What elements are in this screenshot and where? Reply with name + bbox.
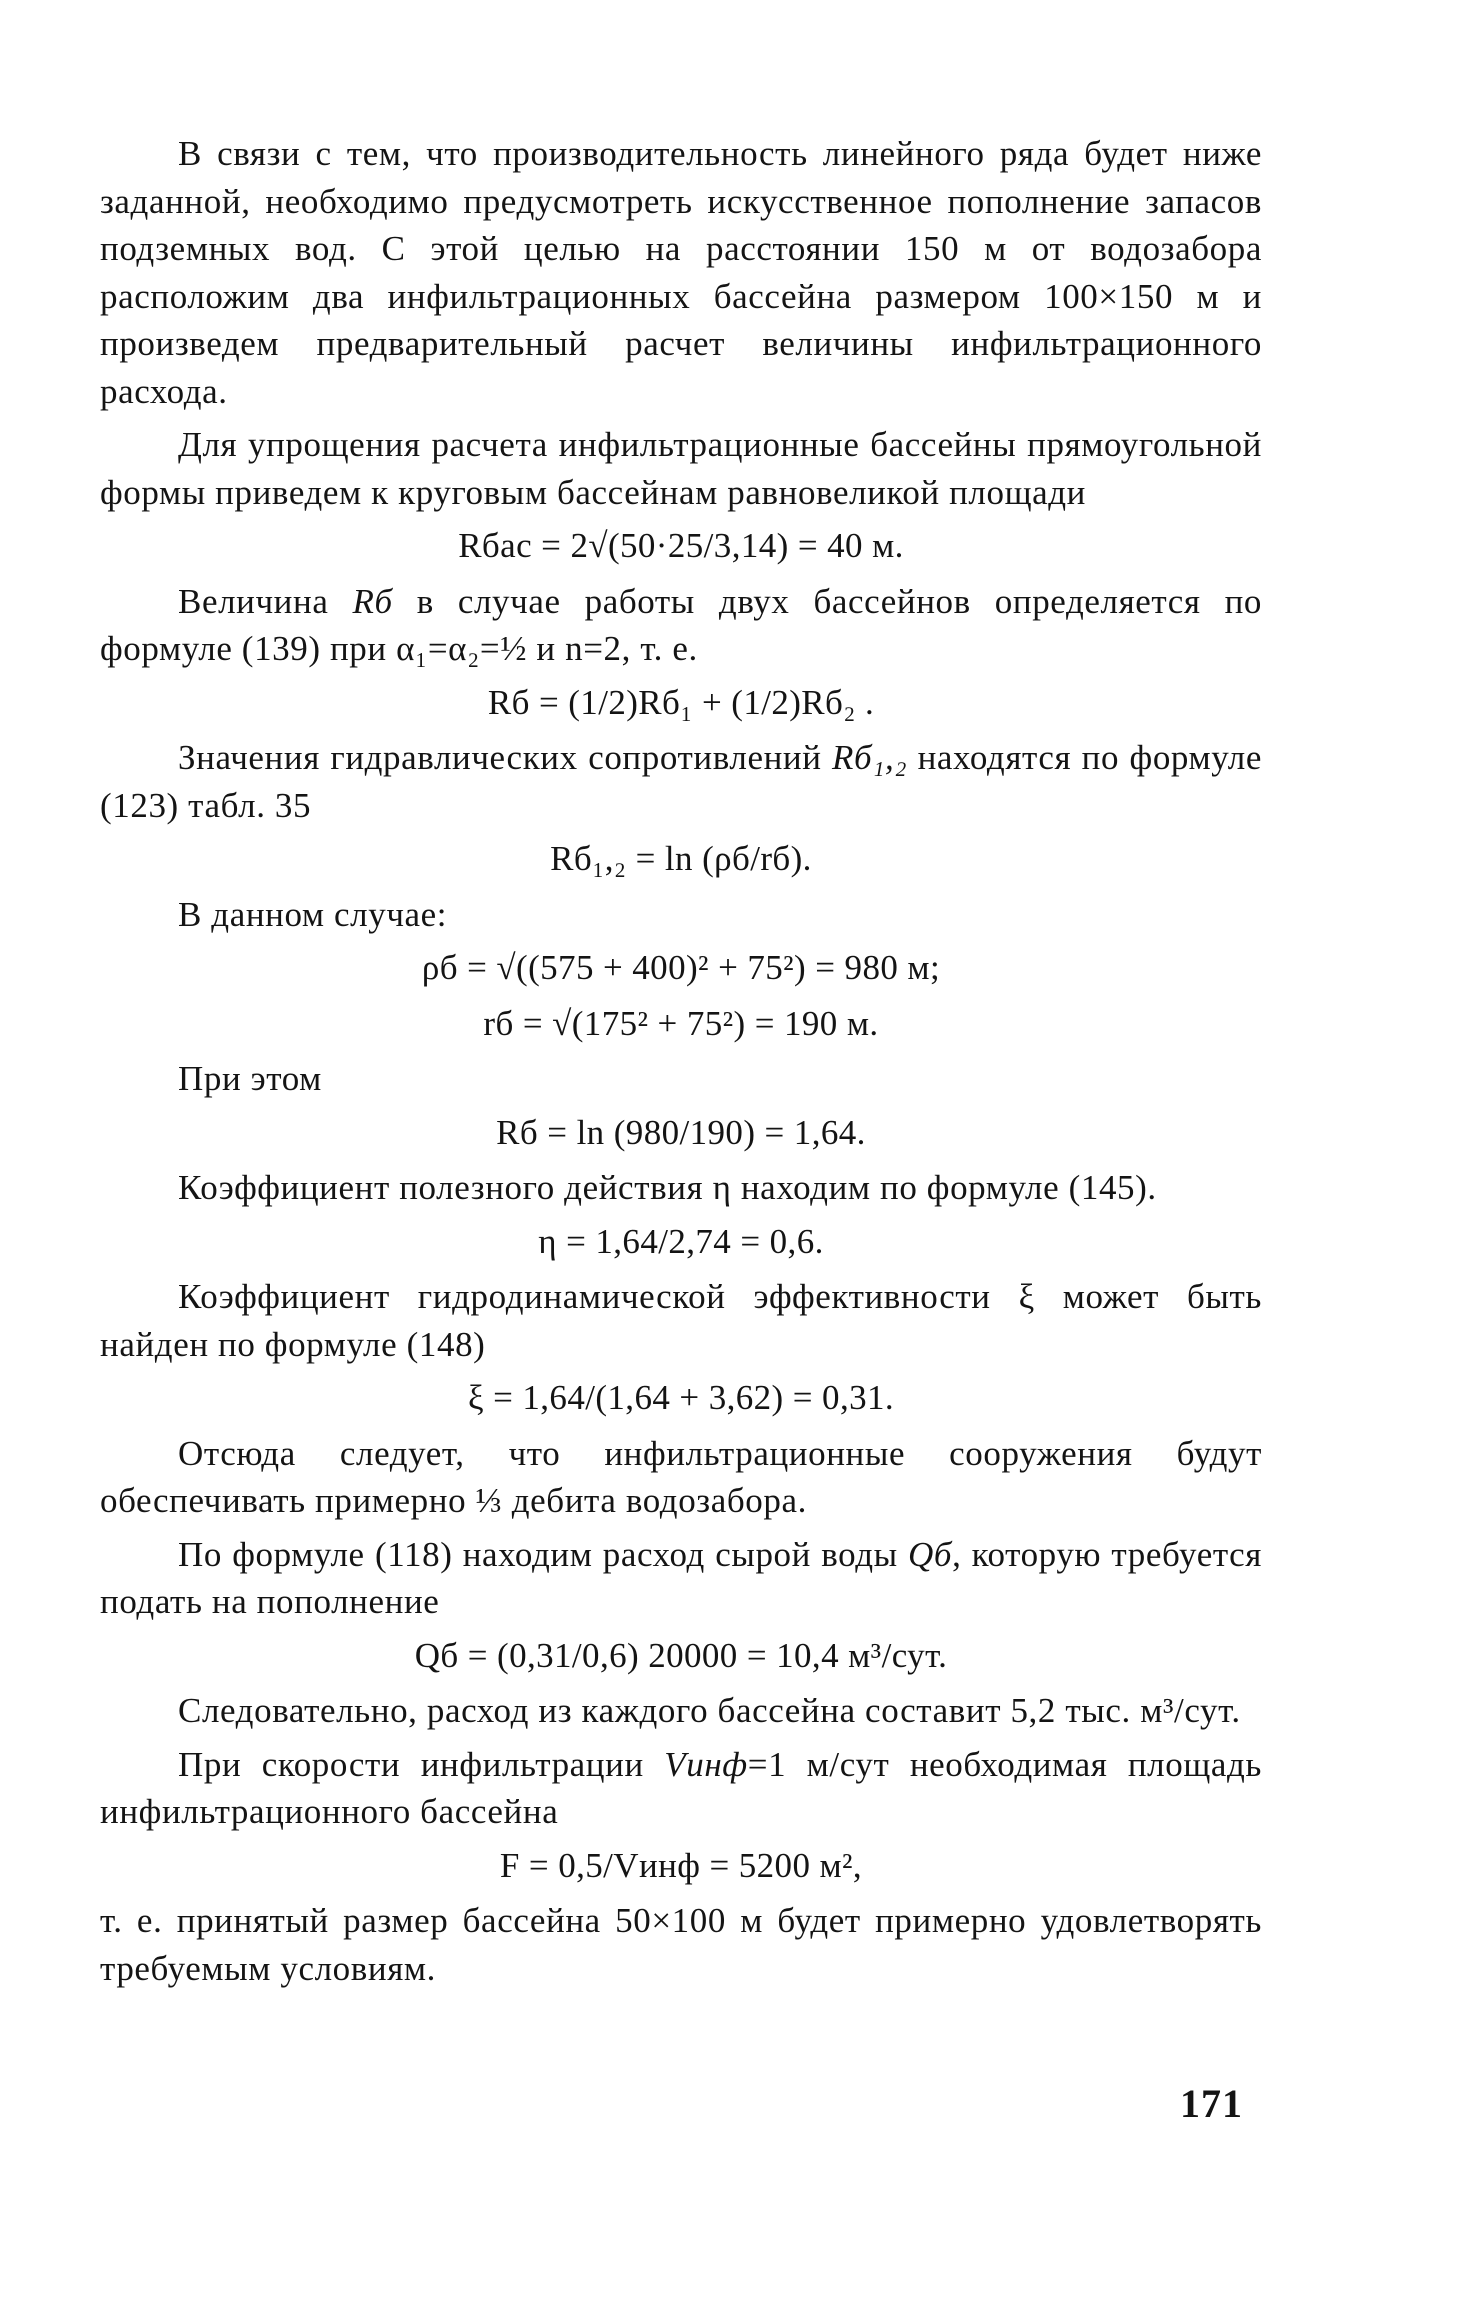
formula-area: F = 0,5/Vинф = 5200 м², <box>499 1845 863 1885</box>
paragraph-6: При этом <box>178 1059 322 1098</box>
paragraph-11: Следовательно, расход из каждого бассейна составит 5,2 тыс. м³/сут. <box>178 1691 1241 1730</box>
page-number: 171 <box>1180 2081 1243 2126</box>
paragraph-1: В связи с тем, что производительность линейного ряда будет ниже заданной, необходимо предусмотреть искусственное пополнение запасов подземных вод. С этой целью на расстоянии 150 м от водозабора расположим два инфильтрационных бассейна размером 100×150 м и произведем предварительный расчет величины инфильтрационного расхода. <box>100 134 1262 411</box>
paragraph-12: При скорости инфильтрации Vинф=1 м/сут необходимая площадь инфильтрационного бассейна <box>100 1744 1262 1831</box>
symbol-r-b: Rб <box>352 581 393 621</box>
formula-eta: η = 1,64/2,74 = 0,6. <box>538 1221 824 1261</box>
symbol-eta: η <box>712 1168 732 1207</box>
paragraph-9: Отсюда следует, что инфильтрационные сооружения будут обеспечивать примерно ⅓ дебита водозабора. <box>100 1433 1262 1520</box>
symbol-r-b12: Rб₁,₂ <box>832 738 908 777</box>
paragraph-7: Коэффициент полезного действия η находим по формуле (145). <box>178 1168 1157 1207</box>
formula-q-b: Qб = (0,31/0,6) 20000 = 10,4 м³/сут. <box>414 1635 948 1675</box>
formula-r-b12-ln: Rб₁,₂ = ln (ρб/rб). <box>550 839 812 878</box>
paragraph-10: По формуле (118) находим расход сырой воды Qб, которую требуется подать на пополнение <box>100 1534 1262 1621</box>
formula-r-b-value: Rб = ln (980/190) = 1,64. <box>496 1112 866 1152</box>
paragraph-13: т. е. принятый размер бассейна 50×100 м будет примерно удовлетворять требуемым условиям. <box>100 1901 1262 1988</box>
symbol-q-b: Qб <box>907 1534 953 1574</box>
paragraph-8: Коэффициент гидродинамической эффективности ξ может быть найден по формуле (148) <box>100 1277 1262 1364</box>
paragraph-3: Величина Rб в случае работы двух бассейнов определяется по формуле (139) при α₁=α₂=½ и n=2, т. е. <box>100 581 1263 668</box>
formula-r-bas: Rбас = 2√(50·25/3,14) = 40 м. <box>458 526 904 565</box>
text-column <box>100 130 1262 1998</box>
paragraph-4: Значения гидравлических сопротивлений Rб₁,₂ находятся по формуле (123) табл. 35 <box>100 738 1262 825</box>
formula-rho-b: ρб = √((575 + 400)² + 75²) = 980 м; <box>421 948 941 987</box>
formula-xi: ξ = 1,64/(1,64 + 3,62) = 0,31. <box>467 1378 895 1417</box>
symbol-xi: ξ <box>1018 1277 1035 1316</box>
symbol-v-inf: Vинф <box>664 1744 748 1784</box>
paragraph-2: Для упрощения расчета инфильтрационные бассейны прямоугольной формы приведем к круговым бассейнам равновеликой площади <box>100 425 1262 512</box>
paragraph-5: В данном случае: <box>178 894 448 934</box>
formula-r-b-sum: Rб = (1/2)Rб₁ + (1/2)Rб₂ . <box>487 682 875 722</box>
formula-r-small-b: rб = √(175² + 75²) = 190 м. <box>483 1003 879 1043</box>
